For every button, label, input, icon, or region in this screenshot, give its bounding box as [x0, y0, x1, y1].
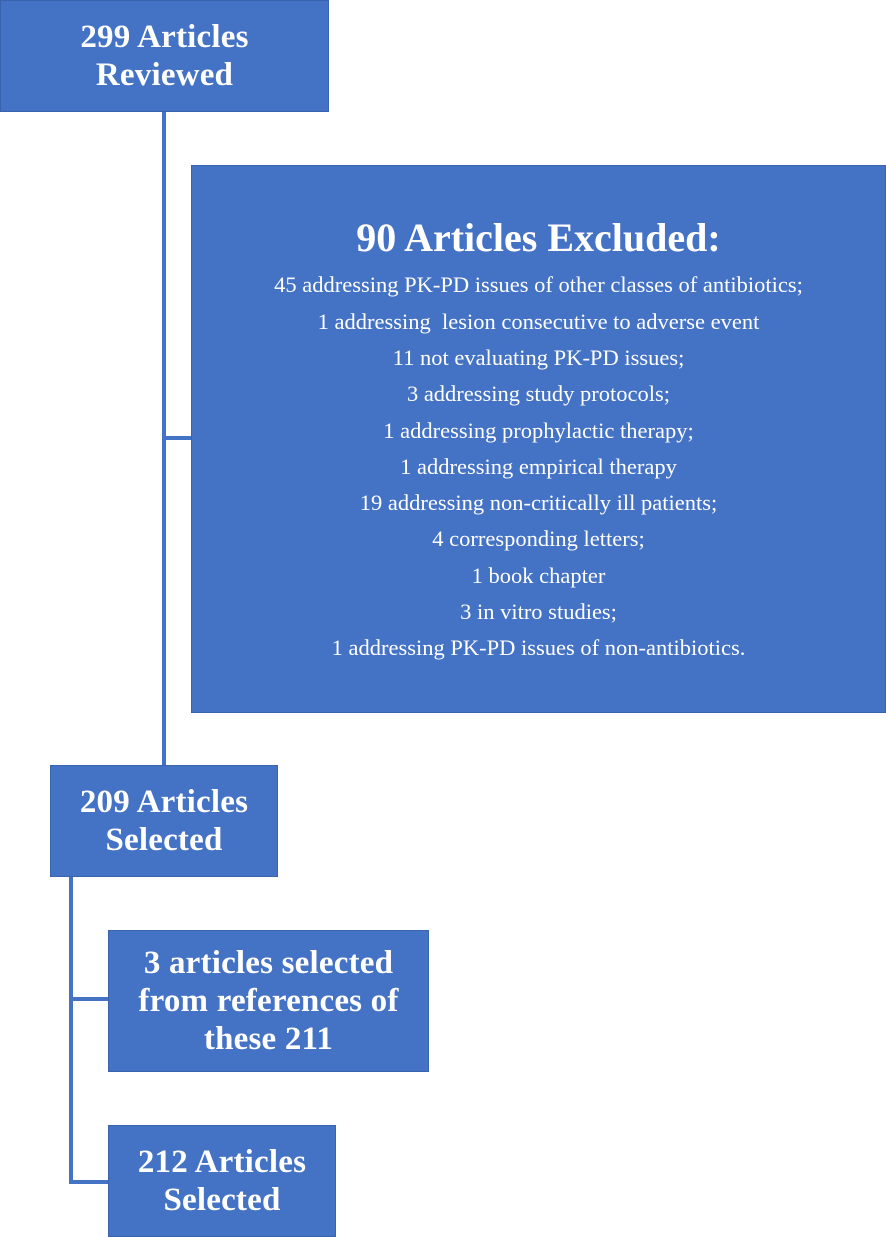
final-line1: 212 Articles [137, 1144, 307, 1180]
excluded-item: 3 addressing study protocols; [406, 381, 671, 407]
references-line3: these 211 [203, 1021, 334, 1057]
connector-branch-to-excluded [162, 436, 191, 440]
excluded-item: 19 addressing non-critically ill patients; [359, 490, 718, 516]
reviewed-line2: Reviewed [95, 57, 234, 93]
selected-line2: Selected [105, 822, 223, 858]
excluded-item: 1 addressing PK-PD issues of non-antibiotics. [331, 635, 746, 661]
excluded-item: 1 addressing prophylactic therapy; [383, 417, 694, 443]
excluded-item: 3 in vitro studies; [460, 599, 617, 625]
references-line1: 3 articles selected [143, 945, 394, 981]
reviewed-line1: 299 Articles [80, 19, 249, 55]
final-line2: Selected [163, 1182, 281, 1218]
excluded-item: 45 addressing PK-PD issues of other classes of antibiotics; [274, 272, 803, 298]
references-line2: from references of [138, 983, 399, 1019]
final-articles-selected-box [108, 1125, 336, 1237]
excluded-item: 4 corresponding letters; [432, 526, 645, 552]
connector-selected-trunk [69, 877, 73, 1184]
excluded-item: 1 addressing lesion consecutive to adverse event [317, 308, 760, 334]
excluded-item: 11 not evaluating PK-PD issues; [392, 344, 685, 370]
selected-line1: 209 Articles [79, 784, 249, 820]
articles-selected-box [50, 765, 278, 877]
articles-excluded-box [191, 165, 886, 713]
connector-branch-to-references [69, 997, 108, 1001]
excluded-title: 90 Articles Excluded: [356, 215, 721, 261]
references-selected-box [108, 930, 429, 1072]
excluded-item: 1 book chapter [471, 562, 606, 588]
articles-reviewed-box [0, 0, 329, 112]
connector-branch-to-final [69, 1180, 108, 1184]
excluded-item: 1 addressing empirical therapy [400, 453, 677, 479]
